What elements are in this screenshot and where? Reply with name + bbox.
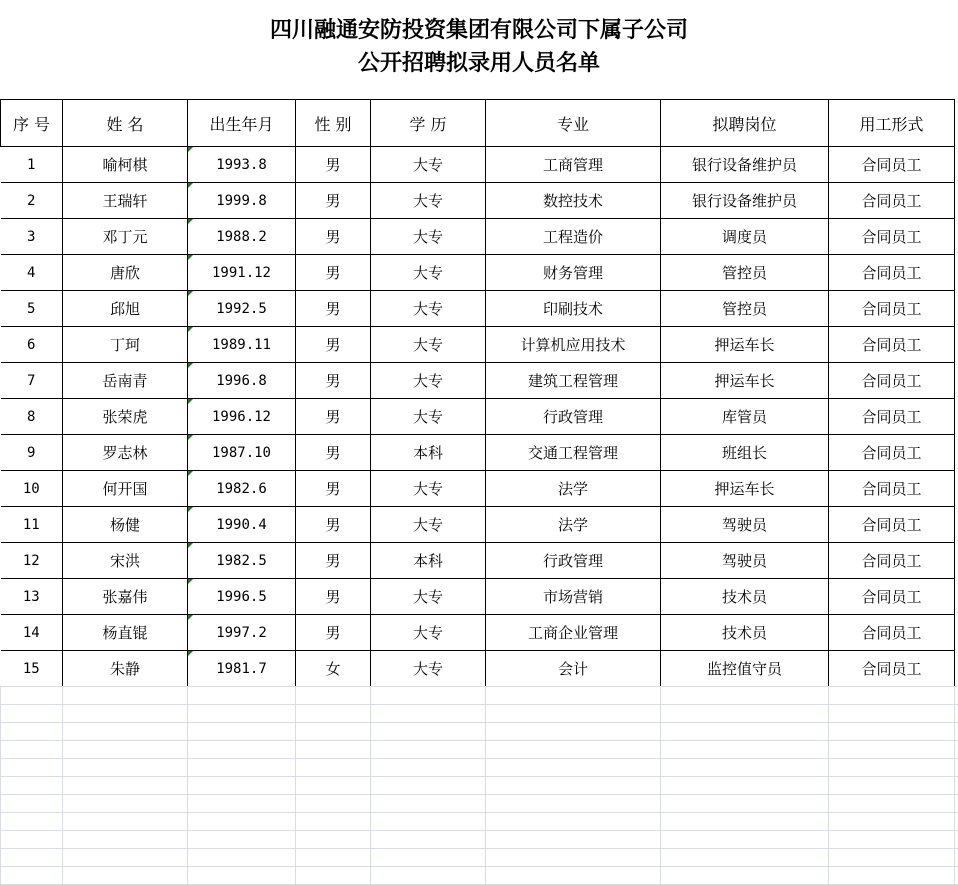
cell-text: 大专: [412, 372, 443, 390]
cell-text: 交通工程管理: [527, 444, 618, 462]
cell-text: 本科: [412, 444, 443, 462]
empty-cell-grid[interactable]: [0, 686, 958, 885]
cell-major[interactable]: [486, 651, 661, 687]
cell-text: 大专: [412, 588, 443, 606]
cell-text: 合同员工: [861, 336, 922, 354]
cell-birth[interactable]: [188, 255, 296, 291]
cell-text: 计算机应用技术: [520, 336, 626, 354]
cell-text: 1999.8: [216, 192, 267, 209]
cell-major[interactable]: [486, 183, 661, 219]
cell-text: 杨直锟: [102, 624, 148, 642]
cell-gender[interactable]: [296, 615, 371, 651]
cell-position[interactable]: [661, 507, 829, 543]
cell-major[interactable]: [486, 579, 661, 615]
cell-name[interactable]: [63, 183, 188, 219]
cell-employment-type[interactable]: [829, 327, 955, 363]
cell-index[interactable]: [1, 327, 63, 363]
cell-education[interactable]: [371, 147, 486, 183]
cell-text: 1992.5: [216, 300, 267, 317]
text-number-indicator-icon: [188, 255, 193, 260]
cell-text: 合同员工: [861, 408, 922, 426]
cell-text: 行政管理: [542, 552, 603, 570]
table-row: [1, 471, 955, 507]
cell-major[interactable]: [486, 507, 661, 543]
cell-education[interactable]: [371, 183, 486, 219]
cell-birth[interactable]: [188, 219, 296, 255]
cell-text: 合同员工: [861, 192, 922, 210]
title-line-1: 四川融通安防投资集团有限公司下属子公司: [269, 17, 688, 43]
text-number-indicator-icon: [188, 183, 193, 188]
cell-text: 1997.2: [216, 624, 267, 641]
cell-text: 印刷技术: [542, 300, 603, 318]
cell-text: 大专: [412, 228, 443, 246]
cell-index[interactable]: [1, 147, 63, 183]
cell-text: 3: [27, 228, 36, 245]
cell-employment-type[interactable]: [829, 579, 955, 615]
cell-name[interactable]: [63, 219, 188, 255]
cell-major[interactable]: [486, 471, 661, 507]
cell-text: 1996.12: [211, 408, 271, 425]
cell-text: 大专: [412, 192, 443, 210]
cell-text: 大专: [412, 156, 443, 174]
cell-birth[interactable]: [188, 183, 296, 219]
cell-employment-type[interactable]: [829, 219, 955, 255]
table-row: [1, 255, 955, 291]
title-line-2: 公开招聘拟录用人员名单: [357, 50, 600, 76]
text-number-indicator-icon: [188, 291, 193, 296]
cell-birth[interactable]: [188, 435, 296, 471]
cell-gender[interactable]: [296, 183, 371, 219]
cell-text: 合同员工: [861, 516, 922, 534]
cell-text: 男: [325, 552, 341, 570]
cell-position[interactable]: [661, 651, 829, 687]
cell-text: 大专: [412, 264, 443, 282]
roster-body: [1, 147, 955, 687]
cell-text: 工商企业管理: [527, 624, 618, 642]
grid-column-line: [828, 686, 829, 885]
cell-text: 数控技术: [542, 192, 603, 210]
table-row: [1, 399, 955, 435]
cell-text: 2: [27, 192, 36, 209]
header-row: [1, 100, 955, 147]
cell-text: 1990.4: [216, 516, 267, 533]
cell-text: 押运车长: [714, 480, 775, 498]
cell-education[interactable]: [371, 471, 486, 507]
cell-text: 管控员: [721, 264, 767, 282]
cell-text: 银行设备维护员: [691, 156, 797, 174]
cell-birth[interactable]: [188, 507, 296, 543]
cell-text: 男: [325, 264, 341, 282]
cell-name[interactable]: [63, 471, 188, 507]
cell-index[interactable]: [1, 507, 63, 543]
cell-text: 押运车长: [714, 336, 775, 354]
header-gender[interactable]: 性 别: [296, 100, 371, 147]
cell-position[interactable]: [661, 363, 829, 399]
table-row: [1, 291, 955, 327]
cell-text: 1: [27, 156, 36, 173]
cell-text: 14: [22, 624, 40, 641]
table-row: [1, 219, 955, 255]
header-index[interactable]: 序 号: [1, 100, 63, 147]
cell-text: 1982.5: [216, 552, 267, 569]
text-number-indicator-icon: [188, 219, 193, 224]
cell-employment-type[interactable]: [829, 507, 955, 543]
cell-text: 大专: [412, 408, 443, 426]
header-major[interactable]: 专业: [486, 100, 661, 147]
table-row: [1, 543, 955, 579]
grid-column-line: [660, 686, 661, 885]
cell-text: 1993.8: [216, 156, 267, 173]
cell-index[interactable]: [1, 255, 63, 291]
cell-text: 合同员工: [861, 660, 922, 678]
cell-name[interactable]: [63, 399, 188, 435]
header-employment-type[interactable]: 用工形式: [829, 100, 955, 147]
cell-gender[interactable]: [296, 543, 371, 579]
title-block: [0, 0, 958, 99]
cell-text: 5: [27, 300, 36, 317]
cell-major[interactable]: [486, 147, 661, 183]
text-number-indicator-icon: [188, 435, 193, 440]
cell-position[interactable]: [661, 291, 829, 327]
table-row: [1, 363, 955, 399]
cell-position[interactable]: [661, 255, 829, 291]
cell-text: 11: [22, 516, 40, 533]
cell-text: 1996.5: [216, 588, 267, 605]
cell-gender[interactable]: [296, 471, 371, 507]
cell-employment-type[interactable]: [829, 543, 955, 579]
cell-text: 男: [325, 444, 341, 462]
cell-employment-type[interactable]: [829, 255, 955, 291]
cell-text: 1981.7: [216, 660, 267, 677]
cell-major[interactable]: [486, 363, 661, 399]
cell-text: 岳南青: [102, 372, 148, 390]
cell-gender[interactable]: [296, 435, 371, 471]
cell-name[interactable]: [63, 579, 188, 615]
cell-text: 合同员工: [861, 156, 922, 174]
cell-text: 合同员工: [861, 444, 922, 462]
cell-text: 丁珂: [109, 336, 140, 354]
cell-text: 男: [325, 372, 341, 390]
table-row: [1, 435, 955, 471]
cell-text: 管控员: [721, 300, 767, 318]
cell-position[interactable]: [661, 183, 829, 219]
cell-text: 库管员: [721, 408, 767, 426]
cell-text: 技术员: [721, 588, 767, 606]
cell-text: 大专: [412, 300, 443, 318]
cell-text: 男: [325, 624, 341, 642]
text-number-indicator-icon: [188, 507, 193, 512]
cell-text: 行政管理: [542, 408, 603, 426]
cell-birth[interactable]: [188, 363, 296, 399]
cell-index[interactable]: [1, 399, 63, 435]
cell-name[interactable]: [63, 291, 188, 327]
cell-text: 邓丁元: [102, 228, 148, 246]
cell-birth[interactable]: [188, 147, 296, 183]
cell-education[interactable]: [371, 327, 486, 363]
cell-birth[interactable]: [188, 327, 296, 363]
cell-text: 8: [27, 408, 36, 425]
cell-position[interactable]: [661, 615, 829, 651]
cell-text: 男: [325, 300, 341, 318]
table-row: [1, 183, 955, 219]
cell-education[interactable]: [371, 435, 486, 471]
cell-text: 大专: [412, 516, 443, 534]
cell-text: 9: [27, 444, 36, 461]
cell-gender[interactable]: [296, 399, 371, 435]
cell-text: 财务管理: [542, 264, 603, 282]
cell-position[interactable]: [661, 327, 829, 363]
cell-text: 法学: [557, 480, 588, 498]
cell-index[interactable]: [1, 651, 63, 687]
cell-major[interactable]: [486, 543, 661, 579]
cell-text: 押运车长: [714, 372, 775, 390]
cell-name[interactable]: [63, 507, 188, 543]
cell-text: 女: [325, 660, 341, 678]
cell-text: 工程造价: [542, 228, 603, 246]
cell-birth[interactable]: [188, 543, 296, 579]
cell-employment-type[interactable]: [829, 291, 955, 327]
cell-text: 合同员工: [861, 264, 922, 282]
table-row: [1, 651, 955, 687]
cell-birth[interactable]: [188, 471, 296, 507]
cell-education[interactable]: [371, 615, 486, 651]
text-number-indicator-icon: [188, 651, 193, 656]
cell-major[interactable]: [486, 219, 661, 255]
cell-employment-type[interactable]: [829, 615, 955, 651]
cell-text: 1982.6: [216, 480, 267, 497]
text-number-indicator-icon: [188, 615, 193, 620]
cell-text: 男: [325, 156, 341, 174]
cell-employment-type[interactable]: [829, 147, 955, 183]
cell-text: 喻柯棋: [102, 156, 148, 174]
cell-text: 1988.2: [216, 228, 267, 245]
cell-text: 法学: [557, 516, 588, 534]
cell-position[interactable]: [661, 399, 829, 435]
cell-text: 1996.8: [216, 372, 267, 389]
grid-column-line: [485, 686, 486, 885]
cell-education[interactable]: [371, 543, 486, 579]
cell-text: 王瑞轩: [102, 192, 148, 210]
cell-text: 合同员工: [861, 300, 922, 318]
cell-birth[interactable]: [188, 579, 296, 615]
cell-index[interactable]: [1, 435, 63, 471]
cell-gender[interactable]: [296, 363, 371, 399]
cell-text: 男: [325, 228, 341, 246]
cell-index[interactable]: [1, 363, 63, 399]
cell-education[interactable]: [371, 507, 486, 543]
table-row: [1, 327, 955, 363]
cell-employment-type[interactable]: [829, 471, 955, 507]
header-name[interactable]: 姓 名: [63, 100, 188, 147]
cell-text: 6: [27, 336, 36, 353]
cell-text: 大专: [412, 480, 443, 498]
cell-education[interactable]: [371, 219, 486, 255]
cell-text: 罗志林: [102, 444, 148, 462]
cell-education[interactable]: [371, 363, 486, 399]
cell-text: 大专: [412, 660, 443, 678]
cell-text: 12: [22, 552, 40, 569]
cell-index[interactable]: [1, 579, 63, 615]
cell-text: 张荣虎: [102, 408, 148, 426]
cell-gender[interactable]: [296, 327, 371, 363]
cell-major[interactable]: [486, 615, 661, 651]
cell-text: 男: [325, 480, 341, 498]
table-row: [1, 147, 955, 183]
cell-name[interactable]: [63, 363, 188, 399]
cell-text: 市场营销: [542, 588, 603, 606]
cell-text: 男: [325, 192, 341, 210]
cell-index[interactable]: [1, 183, 63, 219]
text-number-indicator-icon: [188, 579, 193, 584]
cell-text: 合同员工: [861, 480, 922, 498]
cell-gender[interactable]: [296, 579, 371, 615]
cell-text: 大专: [412, 336, 443, 354]
cell-position[interactable]: [661, 543, 829, 579]
text-number-indicator-icon: [188, 327, 193, 332]
cell-position[interactable]: [661, 471, 829, 507]
cell-text: 朱静: [109, 660, 140, 678]
cell-employment-type[interactable]: [829, 651, 955, 687]
header-birth[interactable]: 出生年月: [188, 100, 296, 147]
text-number-indicator-icon: [188, 147, 193, 152]
cell-position[interactable]: [661, 219, 829, 255]
cell-major[interactable]: [486, 291, 661, 327]
cell-text: 男: [325, 336, 341, 354]
table-row: [1, 615, 955, 651]
cell-text: 张嘉伟: [102, 588, 148, 606]
cell-text: 工商管理: [542, 156, 603, 174]
cell-birth[interactable]: [188, 651, 296, 687]
cell-text: 合同员工: [861, 588, 922, 606]
cell-text: 技术员: [721, 624, 767, 642]
header-education[interactable]: 学 历: [371, 100, 486, 147]
cell-education[interactable]: [371, 255, 486, 291]
cell-text: 男: [325, 516, 341, 534]
cell-gender[interactable]: [296, 507, 371, 543]
table-row: [1, 507, 955, 543]
cell-text: 1989.11: [211, 336, 271, 353]
cell-text: 合同员工: [861, 228, 922, 246]
cell-text: 合同员工: [861, 552, 922, 570]
cell-text: 7: [27, 372, 36, 389]
cell-index[interactable]: [1, 471, 63, 507]
text-number-indicator-icon: [188, 471, 193, 476]
cell-text: 会计: [557, 660, 588, 678]
hiring-roster-table: [0, 99, 955, 687]
cell-education[interactable]: [371, 291, 486, 327]
cell-major[interactable]: [486, 327, 661, 363]
cell-text: 合同员工: [861, 372, 922, 390]
cell-employment-type[interactable]: [829, 399, 955, 435]
cell-birth[interactable]: [188, 615, 296, 651]
cell-text: 宋洪: [109, 552, 140, 570]
cell-text: 建筑工程管理: [527, 372, 618, 390]
cell-position[interactable]: [661, 579, 829, 615]
cell-text: 调度员: [721, 228, 767, 246]
cell-gender[interactable]: [296, 255, 371, 291]
cell-name[interactable]: [63, 327, 188, 363]
grid-column-line: [370, 686, 371, 885]
cell-position[interactable]: [661, 147, 829, 183]
cell-employment-type[interactable]: [829, 435, 955, 471]
cell-text: 唐欣: [109, 264, 140, 282]
cell-gender[interactable]: [296, 291, 371, 327]
cell-gender[interactable]: [296, 219, 371, 255]
grid-column-line: [295, 686, 296, 885]
cell-text: 大专: [412, 624, 443, 642]
cell-name[interactable]: [63, 435, 188, 471]
cell-text: 班组长: [721, 444, 767, 462]
grid-column-line: [954, 686, 955, 885]
cell-text: 杨健: [109, 516, 140, 534]
cell-education[interactable]: [371, 579, 486, 615]
cell-position[interactable]: [661, 435, 829, 471]
cell-text: 本科: [412, 552, 443, 570]
cell-birth[interactable]: [188, 399, 296, 435]
cell-name[interactable]: [63, 615, 188, 651]
cell-text: 男: [325, 408, 341, 426]
cell-text: 1987.10: [211, 444, 271, 461]
cell-text: 驾驶员: [721, 552, 767, 570]
cell-education[interactable]: [371, 651, 486, 687]
cell-major[interactable]: [486, 399, 661, 435]
text-number-indicator-icon: [188, 363, 193, 368]
header-position[interactable]: 拟聘岗位: [661, 100, 829, 147]
cell-name[interactable]: [63, 255, 188, 291]
cell-text: 13: [22, 588, 40, 605]
cell-employment-type[interactable]: [829, 183, 955, 219]
cell-text: 邱旭: [109, 300, 140, 318]
text-number-indicator-icon: [188, 543, 193, 548]
cell-major[interactable]: [486, 435, 661, 471]
cell-education[interactable]: [371, 399, 486, 435]
cell-text: 驾驶员: [721, 516, 767, 534]
cell-text: 15: [22, 660, 40, 677]
cell-text: 银行设备维护员: [691, 192, 797, 210]
cell-index[interactable]: [1, 615, 63, 651]
cell-name[interactable]: [63, 543, 188, 579]
table-row: [1, 579, 955, 615]
text-number-indicator-icon: [188, 399, 193, 404]
cell-birth[interactable]: [188, 291, 296, 327]
cell-index[interactable]: [1, 543, 63, 579]
cell-name[interactable]: [63, 651, 188, 687]
cell-employment-type[interactable]: [829, 363, 955, 399]
cell-index[interactable]: [1, 291, 63, 327]
cell-gender[interactable]: [296, 147, 371, 183]
cell-text: 10: [22, 480, 40, 497]
cell-text: 合同员工: [861, 624, 922, 642]
cell-name[interactable]: [63, 147, 188, 183]
cell-text: 监控值守员: [706, 660, 782, 678]
cell-text: 男: [325, 588, 341, 606]
cell-major[interactable]: [486, 255, 661, 291]
cell-index[interactable]: [1, 219, 63, 255]
grid-column-line: [62, 686, 63, 885]
grid-column-line: [187, 686, 188, 885]
cell-text: 4: [27, 264, 36, 281]
cell-gender[interactable]: [296, 651, 371, 687]
cell-text: 1991.12: [211, 264, 271, 281]
cell-text: 何开国: [102, 480, 148, 498]
